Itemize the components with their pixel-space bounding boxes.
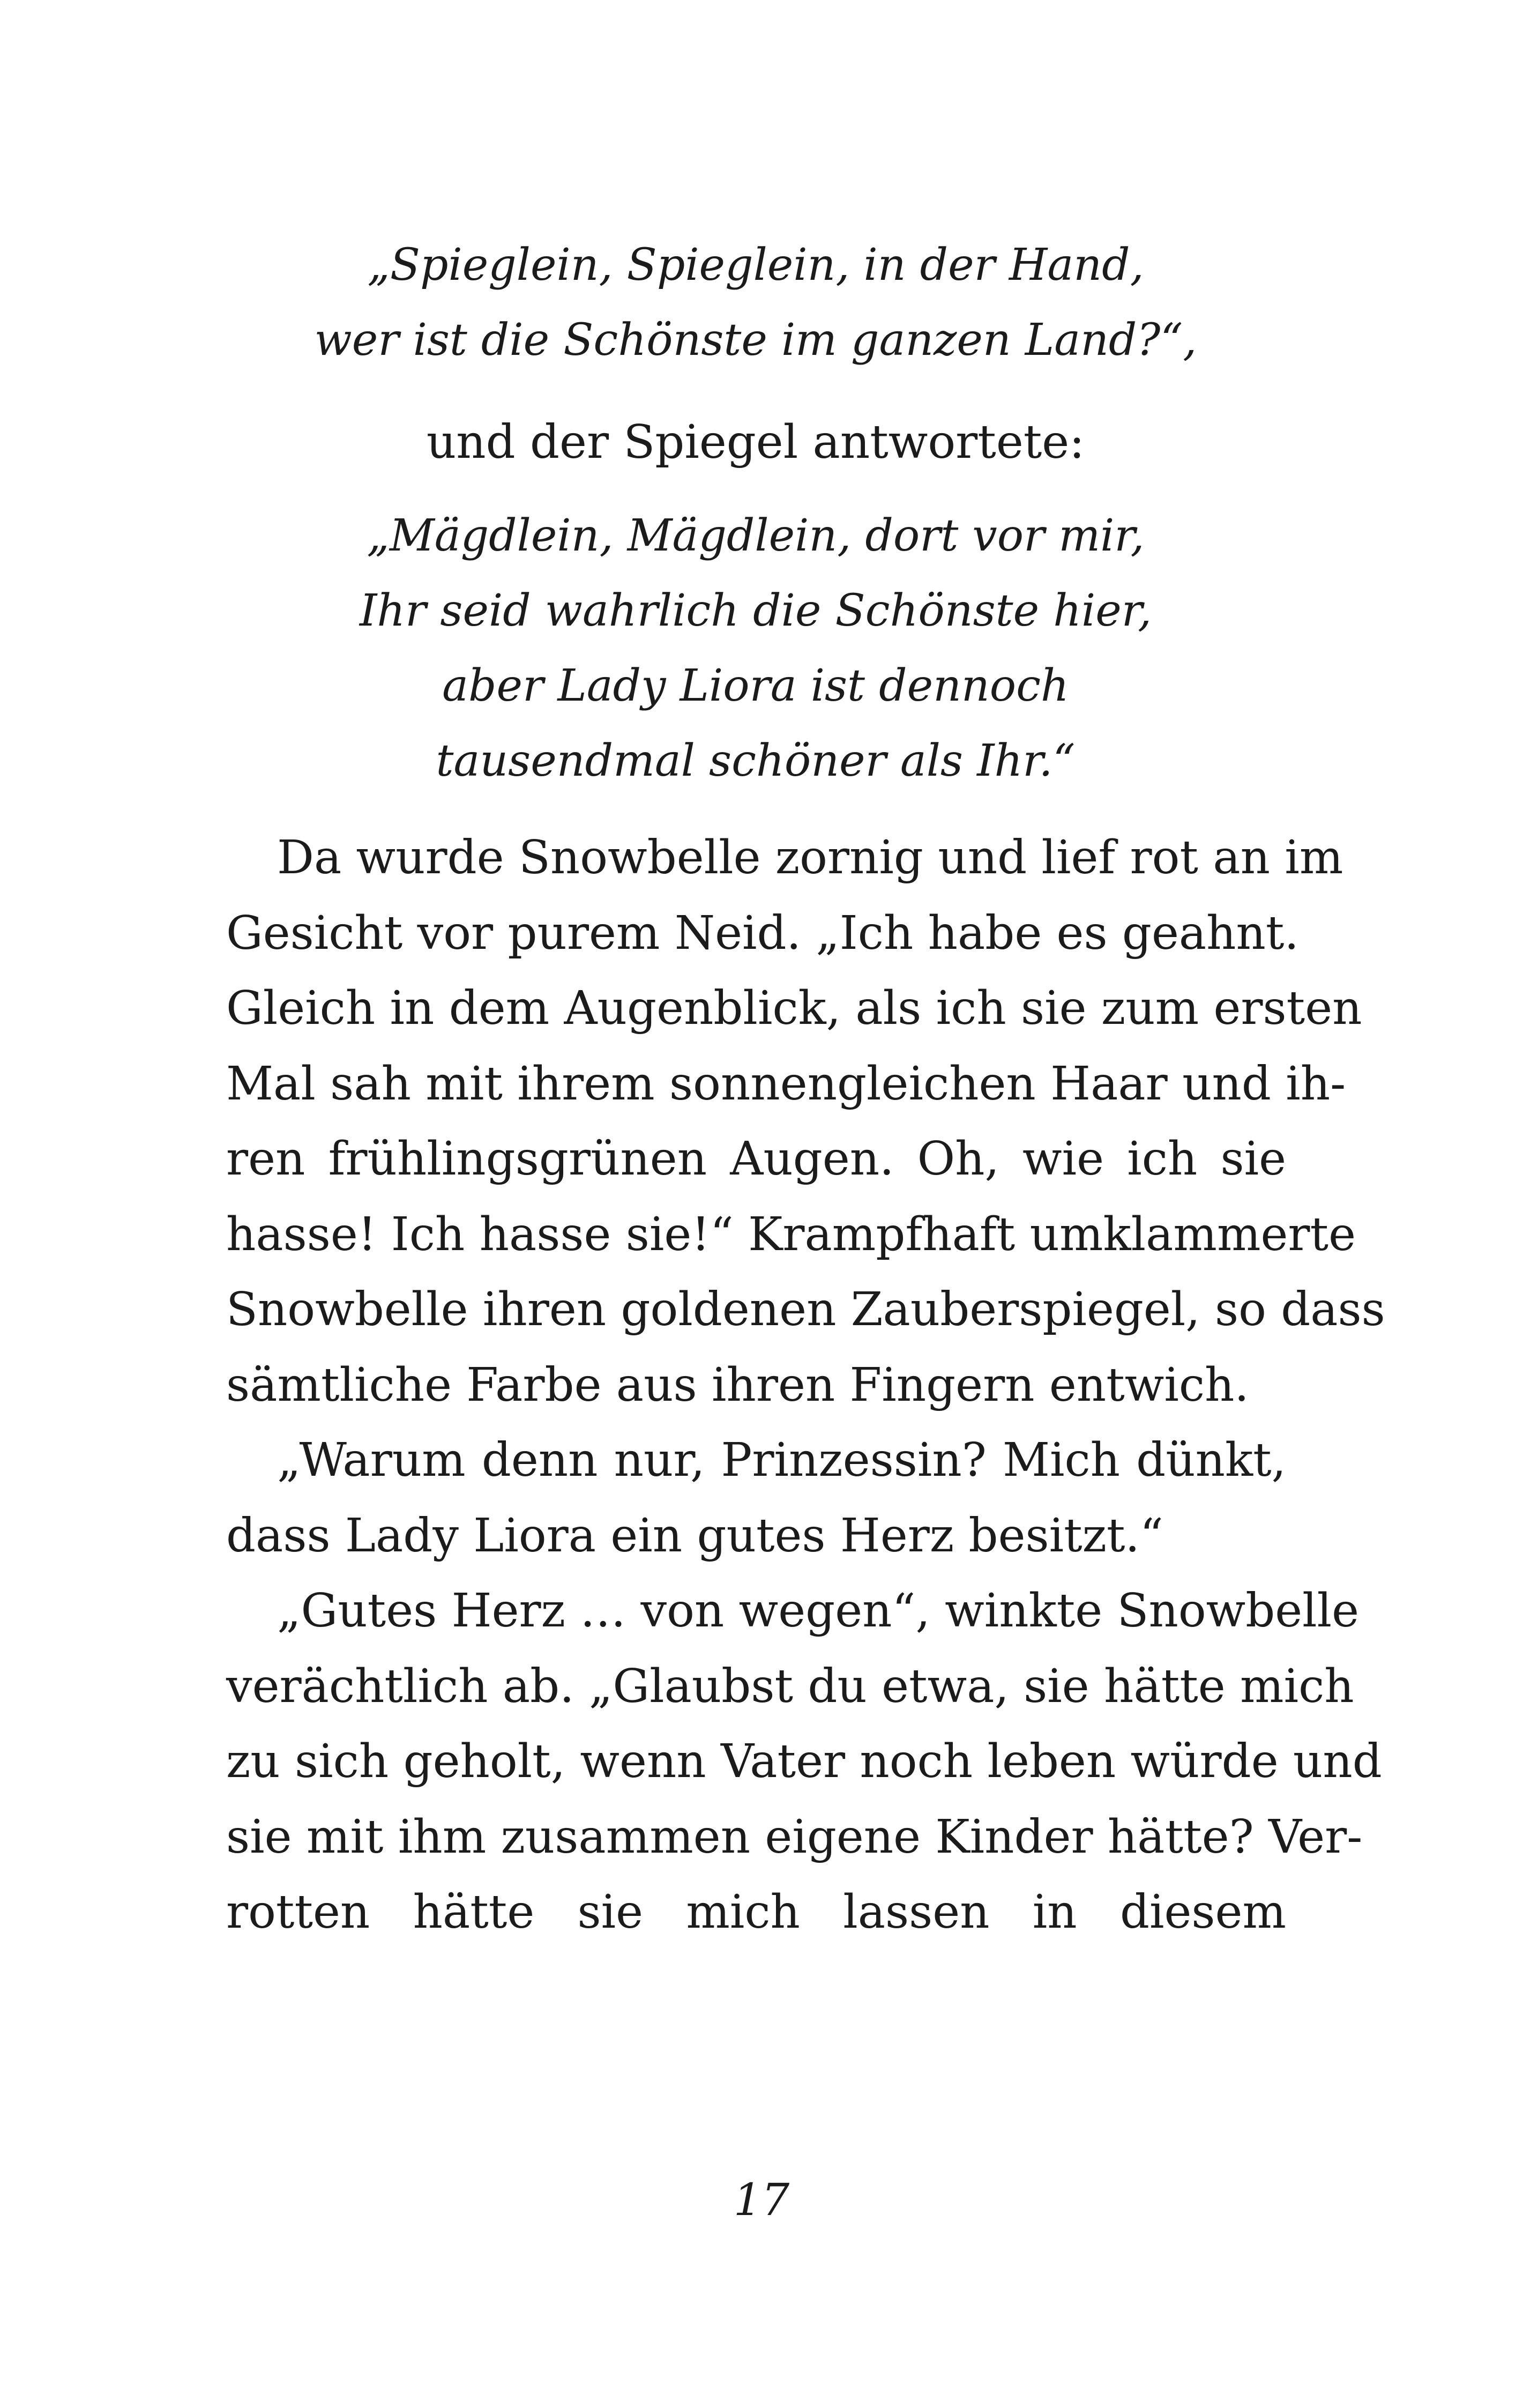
paragraph-line: „Warum denn nur, Prinzessin? Mich dünkt, (277, 1433, 1286, 1487)
paragraph-line: Da wurde Snowbelle zornig und lief rot an im (277, 831, 1343, 885)
verse-line: Ihr seid wahrlich die Schönste hier, (359, 585, 1152, 636)
paragraph-line: Snowbelle ihren goldenen Zauberspiegel, so dass (226, 1283, 1385, 1336)
paragraph-line: dass Lady Liora ein gutes Herz besitzt.“ (226, 1508, 1163, 1563)
paragraph-line: rotten hätte sie mich lassen in diesem (226, 1885, 1286, 1939)
paragraph-line: hasse! Ich hasse sie!“ Krampfhaft umklammerte (226, 1207, 1356, 1261)
page-number: 17 (733, 2175, 790, 2226)
verse-line: wer ist die Schönste im ganzen Land?“, (314, 315, 1197, 366)
paragraph-line: Mal sah mit ihrem sonnengleichen Haar und ih- (226, 1057, 1346, 1111)
paragraph-line: ren frühlingsgrünen Augen. Oh, wie ich sie (226, 1132, 1286, 1186)
paragraph-line: sämtliche Farbe aus ihren Fingern entwich. (226, 1358, 1249, 1412)
paragraph-line: verächtlich ab. „Glaubst du etwa, sie hätte mich (226, 1659, 1354, 1713)
paragraph-line: zu sich geholt, wenn Vater noch leben würde und (226, 1735, 1382, 1788)
verse-mirror-question (225, 228, 1286, 378)
paragraph-line: Gesicht vor purem Neid. „Ich habe es geahnt. (226, 906, 1299, 960)
verse-line: aber Lady Liora ist dennoch (442, 660, 1069, 711)
verse-mirror-answer (225, 499, 1286, 799)
intro-line: und der Spiegel antwortete: (426, 415, 1085, 469)
verse-line: „Mägdlein, Mägdlein, dort vor mir, (367, 510, 1145, 561)
paragraph-line: sie mit ihm zusammen eigene Kinder hätte? Ver- (226, 1810, 1363, 1864)
verse-line: „Spieglein, Spieglein, in der Hand, (367, 240, 1144, 291)
paragraph-line: Gleich in dem Augenblick, als ich sie zum ersten (226, 982, 1362, 1035)
verse-line: tausendmal schöner als Ihr.“ (436, 735, 1076, 786)
body-text (226, 820, 1385, 1950)
paragraph-line: „Gutes Herz … von wegen“, winkte Snowbelle (277, 1584, 1360, 1638)
